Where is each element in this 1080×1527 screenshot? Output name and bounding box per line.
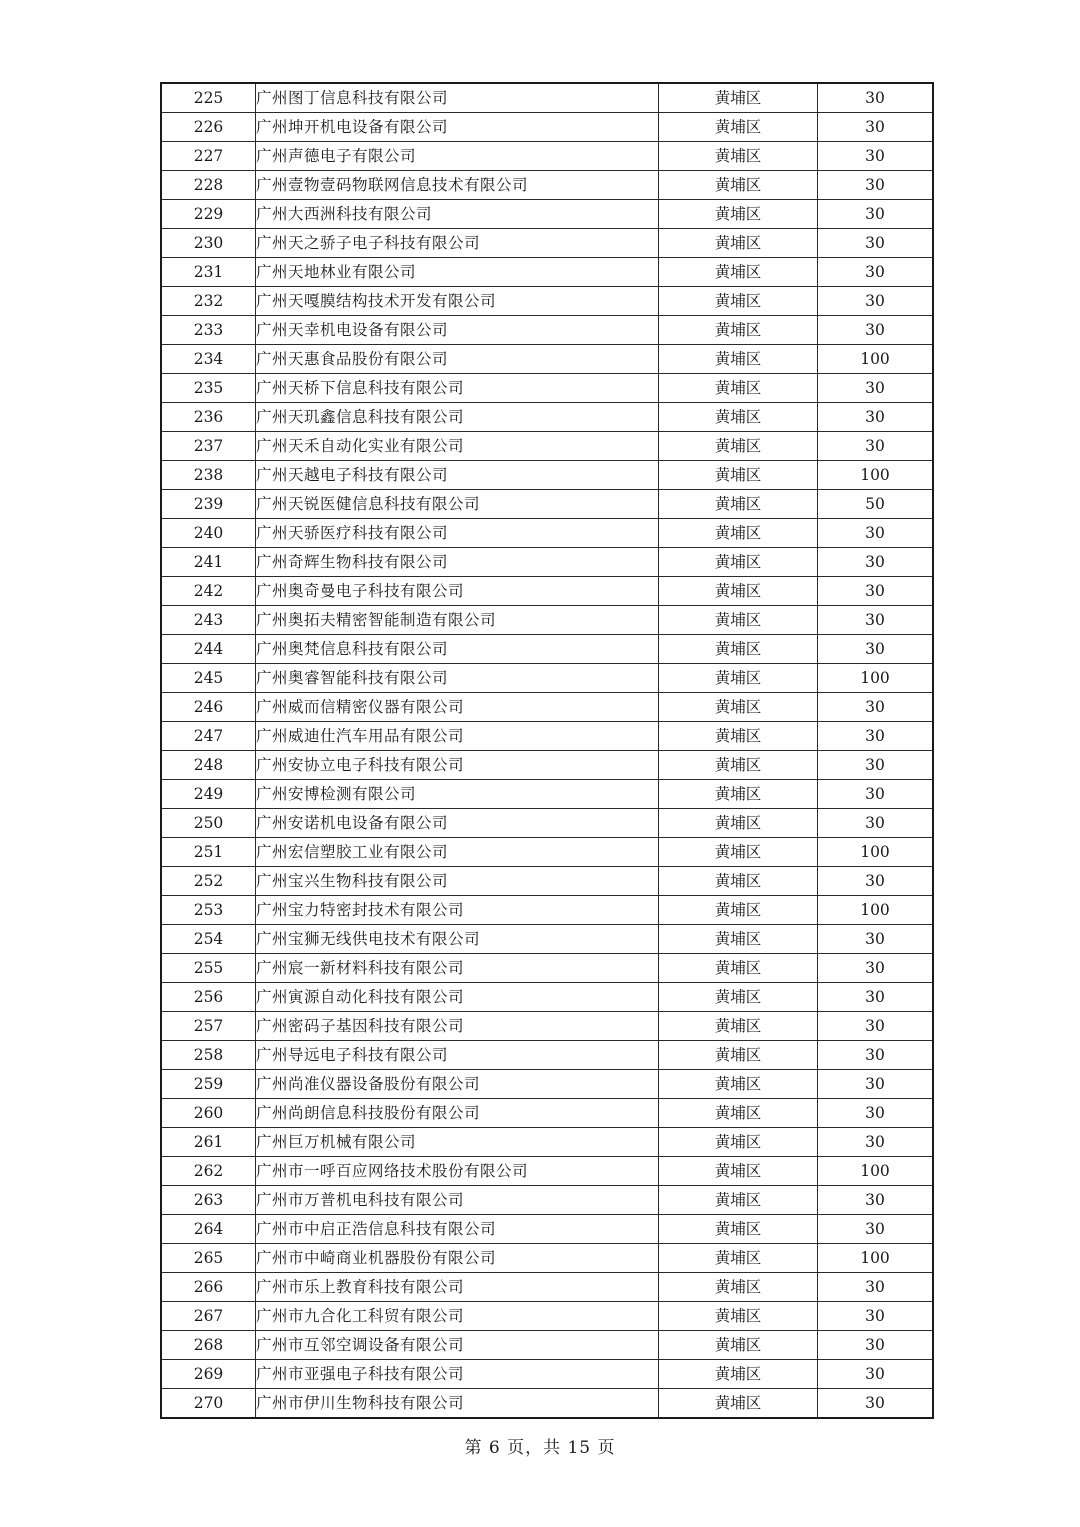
table-row [161, 142, 933, 171]
table-row [161, 519, 933, 548]
row-number-cell: 255 [161, 954, 256, 983]
page-number: 第 6 页，共 15 页 [464, 1438, 616, 1458]
amount-cell: 30 [818, 229, 934, 258]
company-name-cell: 广州天越电子科技有限公司 [256, 461, 659, 490]
row-number-cell: 268 [161, 1331, 256, 1360]
row-number-cell: 233 [161, 316, 256, 345]
district-cell: 黄埔区 [659, 1273, 818, 1302]
table-row [161, 867, 933, 896]
row-number-cell: 247 [161, 722, 256, 751]
amount-cell: 100 [818, 1157, 934, 1186]
company-name-cell: 广州天玑鑫信息科技有限公司 [256, 403, 659, 432]
company-name-cell: 广州奥拓夫精密智能制造有限公司 [256, 606, 659, 635]
row-number-cell: 253 [161, 896, 256, 925]
table-row [161, 1157, 933, 1186]
row-number-cell: 270 [161, 1389, 256, 1419]
amount-cell: 30 [818, 200, 934, 229]
table-row [161, 374, 933, 403]
amount-cell: 30 [818, 258, 934, 287]
table-row [161, 490, 933, 519]
amount-cell: 30 [818, 1186, 934, 1215]
company-name-cell: 广州巨万机械有限公司 [256, 1128, 659, 1157]
company-name-cell: 广州宝力特密封技术有限公司 [256, 896, 659, 925]
company-name-cell: 广州市互邻空调设备有限公司 [256, 1331, 659, 1360]
district-cell: 黄埔区 [659, 1041, 818, 1070]
table-row [161, 896, 933, 925]
amount-cell: 30 [818, 316, 934, 345]
district-cell: 黄埔区 [659, 925, 818, 954]
table-row [161, 693, 933, 722]
table-row [161, 1244, 933, 1273]
district-cell: 黄埔区 [659, 461, 818, 490]
table-row [161, 1360, 933, 1389]
amount-cell: 30 [818, 432, 934, 461]
amount-cell: 30 [818, 548, 934, 577]
amount-cell: 30 [818, 1360, 934, 1389]
row-number-cell: 225 [161, 83, 256, 113]
table-row [161, 954, 933, 983]
table-row [161, 1070, 933, 1099]
company-name-cell: 广州奇辉生物科技有限公司 [256, 548, 659, 577]
row-number-cell: 235 [161, 374, 256, 403]
table-row [161, 606, 933, 635]
row-number-cell: 244 [161, 635, 256, 664]
district-cell: 黄埔区 [659, 374, 818, 403]
row-number-cell: 261 [161, 1128, 256, 1157]
company-name-cell: 广州天惠食品股份有限公司 [256, 345, 659, 374]
district-cell: 黄埔区 [659, 809, 818, 838]
amount-cell: 30 [818, 1273, 934, 1302]
table-row [161, 1099, 933, 1128]
district-cell: 黄埔区 [659, 635, 818, 664]
amount-cell: 100 [818, 461, 934, 490]
amount-cell: 30 [818, 693, 934, 722]
row-number-cell: 264 [161, 1215, 256, 1244]
district-cell: 黄埔区 [659, 751, 818, 780]
company-name-cell: 广州壹物壹码物联网信息技术有限公司 [256, 171, 659, 200]
company-name-cell: 广州天嘎膜结构技术开发有限公司 [256, 287, 659, 316]
company-name-cell: 广州天之骄子电子科技有限公司 [256, 229, 659, 258]
company-list-table-container [160, 82, 931, 1419]
district-cell: 黄埔区 [659, 606, 818, 635]
district-cell: 黄埔区 [659, 113, 818, 142]
company-name-cell: 广州市乐上教育科技有限公司 [256, 1273, 659, 1302]
company-name-cell: 广州天幸机电设备有限公司 [256, 316, 659, 345]
amount-cell: 30 [818, 925, 934, 954]
company-name-cell: 广州天锐医健信息科技有限公司 [256, 490, 659, 519]
row-number-cell: 227 [161, 142, 256, 171]
amount-cell: 30 [818, 577, 934, 606]
district-cell: 黄埔区 [659, 577, 818, 606]
district-cell: 黄埔区 [659, 142, 818, 171]
amount-cell: 30 [818, 403, 934, 432]
amount-cell: 30 [818, 1041, 934, 1070]
row-number-cell: 241 [161, 548, 256, 577]
row-number-cell: 234 [161, 345, 256, 374]
table-row [161, 1186, 933, 1215]
company-name-cell: 广州天骄医疗科技有限公司 [256, 519, 659, 548]
district-cell: 黄埔区 [659, 1389, 818, 1419]
table-row [161, 113, 933, 142]
company-name-cell: 广州尚准仪器设备股份有限公司 [256, 1070, 659, 1099]
amount-cell: 30 [818, 983, 934, 1012]
row-number-cell: 266 [161, 1273, 256, 1302]
district-cell: 黄埔区 [659, 1244, 818, 1273]
company-name-cell: 广州市九合化工科贸有限公司 [256, 1302, 659, 1331]
amount-cell: 30 [818, 83, 934, 113]
company-name-cell: 广州寅源自动化科技有限公司 [256, 983, 659, 1012]
company-name-cell: 广州奥奇曼电子科技有限公司 [256, 577, 659, 606]
row-number-cell: 252 [161, 867, 256, 896]
company-name-cell: 广州尚朗信息科技股份有限公司 [256, 1099, 659, 1128]
company-name-cell: 广州市万普机电科技有限公司 [256, 1186, 659, 1215]
row-number-cell: 267 [161, 1302, 256, 1331]
amount-cell: 30 [818, 374, 934, 403]
company-name-cell: 广州奥梵信息科技有限公司 [256, 635, 659, 664]
amount-cell: 30 [818, 780, 934, 809]
amount-cell: 30 [818, 1215, 934, 1244]
table-row [161, 1215, 933, 1244]
table-row [161, 577, 933, 606]
table-row [161, 200, 933, 229]
district-cell: 黄埔区 [659, 1070, 818, 1099]
district-cell: 黄埔区 [659, 838, 818, 867]
row-number-cell: 250 [161, 809, 256, 838]
amount-cell: 30 [818, 287, 934, 316]
company-name-cell: 广州天禾自动化实业有限公司 [256, 432, 659, 461]
row-number-cell: 256 [161, 983, 256, 1012]
amount-cell: 100 [818, 896, 934, 925]
row-number-cell: 230 [161, 229, 256, 258]
table-row [161, 171, 933, 200]
company-name-cell: 广州市一呼百应网络技术股份有限公司 [256, 1157, 659, 1186]
company-name-cell: 广州威迪仕汽车用品有限公司 [256, 722, 659, 751]
row-number-cell: 238 [161, 461, 256, 490]
row-number-cell: 232 [161, 287, 256, 316]
amount-cell: 30 [818, 635, 934, 664]
table-row [161, 1128, 933, 1157]
district-cell: 黄埔区 [659, 200, 818, 229]
table-row [161, 1012, 933, 1041]
table-row [161, 722, 933, 751]
table-row [161, 548, 933, 577]
company-name-cell: 广州市亚强电子科技有限公司 [256, 1360, 659, 1389]
district-cell: 黄埔区 [659, 896, 818, 925]
table-row [161, 258, 933, 287]
table-row [161, 1041, 933, 1070]
table-row [161, 983, 933, 1012]
district-cell: 黄埔区 [659, 287, 818, 316]
table-row [161, 925, 933, 954]
amount-cell: 100 [818, 838, 934, 867]
amount-cell: 30 [818, 1128, 934, 1157]
district-cell: 黄埔区 [659, 345, 818, 374]
company-name-cell: 广州大西洲科技有限公司 [256, 200, 659, 229]
amount-cell: 30 [818, 954, 934, 983]
row-number-cell: 258 [161, 1041, 256, 1070]
amount-cell: 100 [818, 1244, 934, 1273]
table-row [161, 1389, 933, 1419]
district-cell: 黄埔区 [659, 1128, 818, 1157]
row-number-cell: 242 [161, 577, 256, 606]
district-cell: 黄埔区 [659, 1099, 818, 1128]
amount-cell: 30 [818, 113, 934, 142]
company-name-cell: 广州市中崎商业机器股份有限公司 [256, 1244, 659, 1273]
amount-cell: 50 [818, 490, 934, 519]
district-cell: 黄埔区 [659, 1186, 818, 1215]
row-number-cell: 254 [161, 925, 256, 954]
row-number-cell: 239 [161, 490, 256, 519]
company-name-cell: 广州安诺机电设备有限公司 [256, 809, 659, 838]
row-number-cell: 259 [161, 1070, 256, 1099]
district-cell: 黄埔区 [659, 664, 818, 693]
table-row [161, 809, 933, 838]
district-cell: 黄埔区 [659, 171, 818, 200]
table-body [161, 83, 933, 1418]
district-cell: 黄埔区 [659, 1157, 818, 1186]
district-cell: 黄埔区 [659, 983, 818, 1012]
company-name-cell: 广州声德电子有限公司 [256, 142, 659, 171]
table-row [161, 287, 933, 316]
amount-cell: 100 [818, 664, 934, 693]
amount-cell: 30 [818, 606, 934, 635]
row-number-cell: 246 [161, 693, 256, 722]
table-row [161, 1273, 933, 1302]
row-number-cell: 249 [161, 780, 256, 809]
amount-cell: 30 [818, 1302, 934, 1331]
district-cell: 黄埔区 [659, 432, 818, 461]
company-name-cell: 广州坤开机电设备有限公司 [256, 113, 659, 142]
amount-cell: 30 [818, 1389, 934, 1419]
district-cell: 黄埔区 [659, 1360, 818, 1389]
company-name-cell: 广州安博检测有限公司 [256, 780, 659, 809]
row-number-cell: 228 [161, 171, 256, 200]
row-number-cell: 229 [161, 200, 256, 229]
district-cell: 黄埔区 [659, 1215, 818, 1244]
district-cell: 黄埔区 [659, 316, 818, 345]
district-cell: 黄埔区 [659, 229, 818, 258]
row-number-cell: 248 [161, 751, 256, 780]
district-cell: 黄埔区 [659, 867, 818, 896]
amount-cell: 30 [818, 867, 934, 896]
company-name-cell: 广州奥睿智能科技有限公司 [256, 664, 659, 693]
table-row [161, 751, 933, 780]
amount-cell: 30 [818, 519, 934, 548]
amount-cell: 30 [818, 809, 934, 838]
company-name-cell: 广州宝兴生物科技有限公司 [256, 867, 659, 896]
row-number-cell: 236 [161, 403, 256, 432]
district-cell: 黄埔区 [659, 954, 818, 983]
company-name-cell: 广州密码子基因科技有限公司 [256, 1012, 659, 1041]
amount-cell: 30 [818, 1070, 934, 1099]
company-name-cell: 广州宸一新材料科技有限公司 [256, 954, 659, 983]
company-name-cell: 广州图丁信息科技有限公司 [256, 83, 659, 113]
company-name-cell: 广州市中启正浩信息科技有限公司 [256, 1215, 659, 1244]
table-row [161, 635, 933, 664]
district-cell: 黄埔区 [659, 780, 818, 809]
amount-cell: 30 [818, 751, 934, 780]
amount-cell: 30 [818, 142, 934, 171]
row-number-cell: 245 [161, 664, 256, 693]
table-row [161, 83, 933, 113]
table-row [161, 461, 933, 490]
row-number-cell: 251 [161, 838, 256, 867]
district-cell: 黄埔区 [659, 403, 818, 432]
company-name-cell: 广州天桥下信息科技有限公司 [256, 374, 659, 403]
amount-cell: 30 [818, 722, 934, 751]
table-row [161, 403, 933, 432]
company-name-cell: 广州安协立电子科技有限公司 [256, 751, 659, 780]
row-number-cell: 257 [161, 1012, 256, 1041]
table-row [161, 780, 933, 809]
district-cell: 黄埔区 [659, 519, 818, 548]
table-row [161, 316, 933, 345]
table-row [161, 838, 933, 867]
district-cell: 黄埔区 [659, 490, 818, 519]
row-number-cell: 263 [161, 1186, 256, 1215]
district-cell: 黄埔区 [659, 693, 818, 722]
row-number-cell: 240 [161, 519, 256, 548]
row-number-cell: 265 [161, 1244, 256, 1273]
district-cell: 黄埔区 [659, 1302, 818, 1331]
row-number-cell: 269 [161, 1360, 256, 1389]
district-cell: 黄埔区 [659, 722, 818, 751]
district-cell: 黄埔区 [659, 1331, 818, 1360]
company-name-cell: 广州导远电子科技有限公司 [256, 1041, 659, 1070]
company-list-table [160, 82, 934, 1419]
company-name-cell: 广州宝狮无线供电技术有限公司 [256, 925, 659, 954]
amount-cell: 30 [818, 1099, 934, 1128]
table-row [161, 229, 933, 258]
amount-cell: 30 [818, 171, 934, 200]
row-number-cell: 260 [161, 1099, 256, 1128]
row-number-cell: 262 [161, 1157, 256, 1186]
amount-cell: 100 [818, 345, 934, 374]
district-cell: 黄埔区 [659, 83, 818, 113]
table-row [161, 432, 933, 461]
table-row [161, 1331, 933, 1360]
table-row [161, 345, 933, 374]
company-name-cell: 广州市伊川生物科技有限公司 [256, 1389, 659, 1419]
row-number-cell: 226 [161, 113, 256, 142]
company-name-cell: 广州威而信精密仪器有限公司 [256, 693, 659, 722]
district-cell: 黄埔区 [659, 548, 818, 577]
row-number-cell: 237 [161, 432, 256, 461]
table-row [161, 1302, 933, 1331]
company-name-cell: 广州宏信塑胶工业有限公司 [256, 838, 659, 867]
amount-cell: 30 [818, 1331, 934, 1360]
amount-cell: 30 [818, 1012, 934, 1041]
district-cell: 黄埔区 [659, 1012, 818, 1041]
table-row [161, 664, 933, 693]
row-number-cell: 243 [161, 606, 256, 635]
district-cell: 黄埔区 [659, 258, 818, 287]
company-name-cell: 广州天地林业有限公司 [256, 258, 659, 287]
row-number-cell: 231 [161, 258, 256, 287]
